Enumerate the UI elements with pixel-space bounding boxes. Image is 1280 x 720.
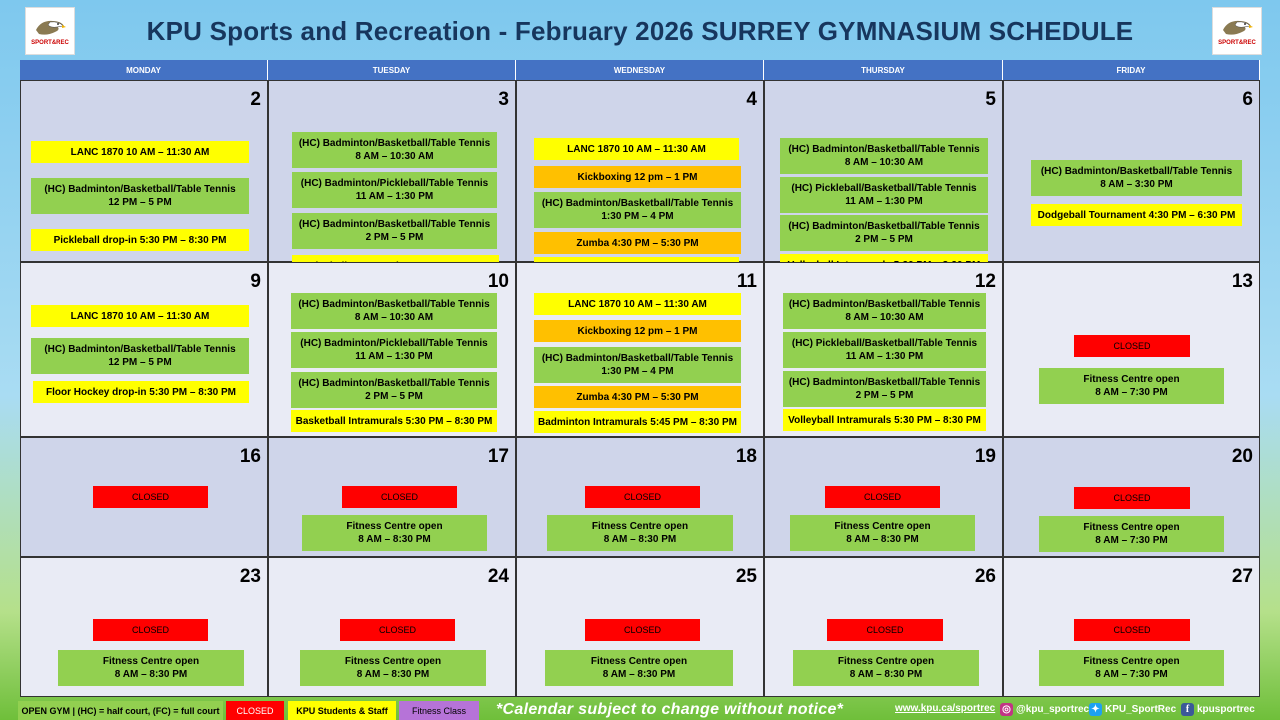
event-block: Fitness Centre open 8 AM – 8:30 PM [58,650,244,686]
event-block: Volleyball Intramurals 5:30 PM – 8:30 PM [783,409,986,431]
event-block: (HC) Pickleball/Basketball/Table Tennis 11 AM – 1:30 PM [780,177,988,213]
closed-badge: CLOSED [93,486,208,508]
header-tuesday: TUESDAY [268,60,516,80]
event-block: (HC) Badminton/Basketball/Table Tennis 12 PM – 5 PM [31,178,249,214]
event-block: Fitness Centre open 8 AM – 8:30 PM [300,650,486,686]
day-number: 27 [1231,566,1253,587]
event-block: Kickboxing 12 pm – 1 PM [534,166,741,188]
event-block: LANC 1870 10 AM – 11:30 AM [534,293,741,315]
header-thursday: THURSDAY [764,60,1003,80]
website-link[interactable] [895,703,995,714]
day-cell [1003,437,1260,557]
event-block: (HC) Badminton/Pickleball/Table Tennis 11 AM – 1:30 PM [291,332,497,368]
day-cell [764,437,1003,557]
event-block: Fitness Centre open 8 AM – 8:30 PM [793,650,979,686]
event-block: Kickboxing 12 pm – 1 PM [534,320,741,342]
event-block: Fitness Centre open 8 AM – 7:30 PM [1039,516,1224,552]
event-block: (HC) Badminton/Basketball/Table Tennis 8 AM – 10:30 AM [291,293,497,329]
day-cell [268,437,516,557]
website-text[interactable]: www.kpu.ca/sportrec [895,703,996,714]
day-number: 26 [974,566,996,587]
event-block: (HC) Badminton/Basketball/Table Tennis 1:30 PM – 4 PM [534,192,741,228]
day-number: 11 [736,271,757,292]
legend-open-gym: OPEN GYM | (HC) = half court, (FC) = full court [18,701,223,720]
facebook-icon: f [1181,703,1194,716]
event-block: Fitness Centre open 8 AM – 7:30 PM [1039,650,1224,686]
day-cell [516,80,764,262]
closed-badge: CLOSED [827,619,943,641]
event-block: Fitness Centre open 8 AM – 8:30 PM [790,515,975,551]
facebook-handle[interactable]: kpusportrec [1197,704,1255,715]
logo-label: SPORT&REC [31,40,69,46]
day-number: 24 [487,566,509,587]
event-block: (HC) Badminton/Basketball/Table Tennis 8 AM – 3:30 PM [1031,160,1242,196]
closed-badge: CLOSED [1074,487,1190,509]
day-number: 16 [239,446,261,467]
closed-badge: CLOSED [342,486,457,508]
legend-closed: CLOSED [226,701,284,720]
closed-badge: CLOSED [340,619,455,641]
logo-label: SPORT&REC [1218,40,1256,46]
page-title: KPU Sports and Recreation - February 2026 SURREY GYMNASIUM SCHEDULE [146,16,1134,46]
closed-badge: CLOSED [585,619,700,641]
day-cell [516,557,764,697]
instagram-link[interactable] [1000,703,1089,716]
instagram-icon: ◎ [1000,703,1013,716]
event-block: Fitness Centre open 8 AM – 8:30 PM [302,515,487,551]
day-number: 25 [735,566,757,587]
day-number: 17 [487,446,509,467]
day-cell [20,557,268,697]
day-cell [268,262,516,437]
event-block: (HC) Badminton/Basketball/Table Tennis 8 AM – 10:30 AM [780,138,988,174]
day-cell [268,80,516,262]
day-cell [1003,557,1260,697]
twitter-link[interactable] [1089,703,1176,716]
event-block: Badminton Intramurals 5:45 PM – 8:30 PM [534,411,741,433]
event-block: Zumba 4:30 PM – 5:30 PM [534,386,741,408]
instagram-handle[interactable]: @kpu_sportrec [1016,704,1090,715]
day-cell [764,80,1003,262]
notice-text: *Calendar subject to change without notice* [496,701,844,718]
legend-students-staff: KPU Students & Staff [288,701,396,720]
closed-badge: CLOSED [585,486,700,508]
header-monday: MONDAY [20,60,268,80]
event-block: Basketball Intramurals 5:30 PM – 8:30 PM [291,410,497,432]
event-block: Zumba 4:30 PM – 5:30 PM [534,232,741,254]
event-block: Fitness Centre open 8 AM – 8:30 PM [545,650,733,686]
day-cell [764,262,1003,437]
day-number: 19 [974,446,996,467]
day-number: 5 [985,89,996,110]
event-block: (HC) Badminton/Basketball/Table Tennis 2 PM – 5 PM [783,371,986,407]
event-block: (HC) Badminton/Basketball/Table Tennis 2 PM – 5 PM [291,372,497,408]
day-number: 18 [735,446,757,467]
day-number: 20 [1231,446,1253,467]
event-block: (HC) Badminton/Pickleball/Table Tennis 11 AM – 1:30 PM [292,172,497,208]
closed-badge: CLOSED [825,486,940,508]
event-block: (HC) Badminton/Basketball/Table Tennis 2 PM – 5 PM [292,213,497,249]
event-block: Fitness Centre open 8 AM – 7:30 PM [1039,368,1224,404]
day-number: 10 [487,271,509,292]
header-wednesday: WEDNESDAY [516,60,764,80]
day-cell [20,262,268,437]
day-number: 4 [746,89,757,110]
event-block: (HC) Badminton/Basketball/Table Tennis 8 AM – 10:30 AM [292,132,497,168]
twitter-icon: ✦ [1089,703,1102,716]
day-number: 6 [1242,89,1253,110]
event-block: Pickleball drop-in 5:30 PM – 8:30 PM [31,229,249,251]
event-block: (HC) Badminton/Basketball/Table Tennis 1:30 PM – 4 PM [534,347,741,383]
event-block: (HC) Badminton/Basketball/Table Tennis 8 AM – 10:30 AM [783,293,986,329]
event-block: LANC 1870 10 AM – 11:30 AM [31,305,249,327]
day-number: 23 [239,566,261,587]
day-cell [764,557,1003,697]
day-number: 12 [974,271,996,292]
day-cell [1003,262,1260,437]
logo-right [1212,7,1262,55]
header-friday: FRIDAY [1003,60,1260,80]
event-block: LANC 1870 10 AM – 11:30 AM [31,141,249,163]
day-number: 2 [250,89,261,110]
event-block: (HC) Pickleball/Basketball/Table Tennis 11 AM – 1:30 PM [783,332,986,368]
day-number: 9 [250,271,261,292]
event-block: (HC) Badminton/Basketball/Table Tennis 2 PM – 5 PM [780,215,988,251]
facebook-link[interactable] [1181,703,1255,716]
day-cell [516,262,764,437]
day-cell [516,437,764,557]
day-cell [268,557,516,697]
event-block: LANC 1870 10 AM – 11:30 AM [534,138,739,160]
eagle-logo-icon [1220,16,1254,40]
legend-fitness-class: Fitness Class [399,701,479,720]
closed-badge: CLOSED [93,619,208,641]
event-block: (HC) Badminton/Basketball/Table Tennis 12 PM – 5 PM [31,338,249,374]
event-block: Floor Hockey drop-in 5:30 PM – 8:30 PM [33,381,249,403]
twitter-handle[interactable]: KPU_SportRec [1105,704,1177,715]
event-block: Fitness Centre open 8 AM – 8:30 PM [547,515,733,551]
day-cell [1003,80,1260,262]
closed-badge: CLOSED [1074,335,1190,357]
day-cell [20,80,268,262]
day-number: 13 [1231,271,1253,292]
day-number: 3 [498,89,509,110]
closed-badge: CLOSED [1074,619,1190,641]
event-block: Dodgeball Tournament 4:30 PM – 6:30 PM [1031,204,1242,226]
day-cell [20,437,268,557]
